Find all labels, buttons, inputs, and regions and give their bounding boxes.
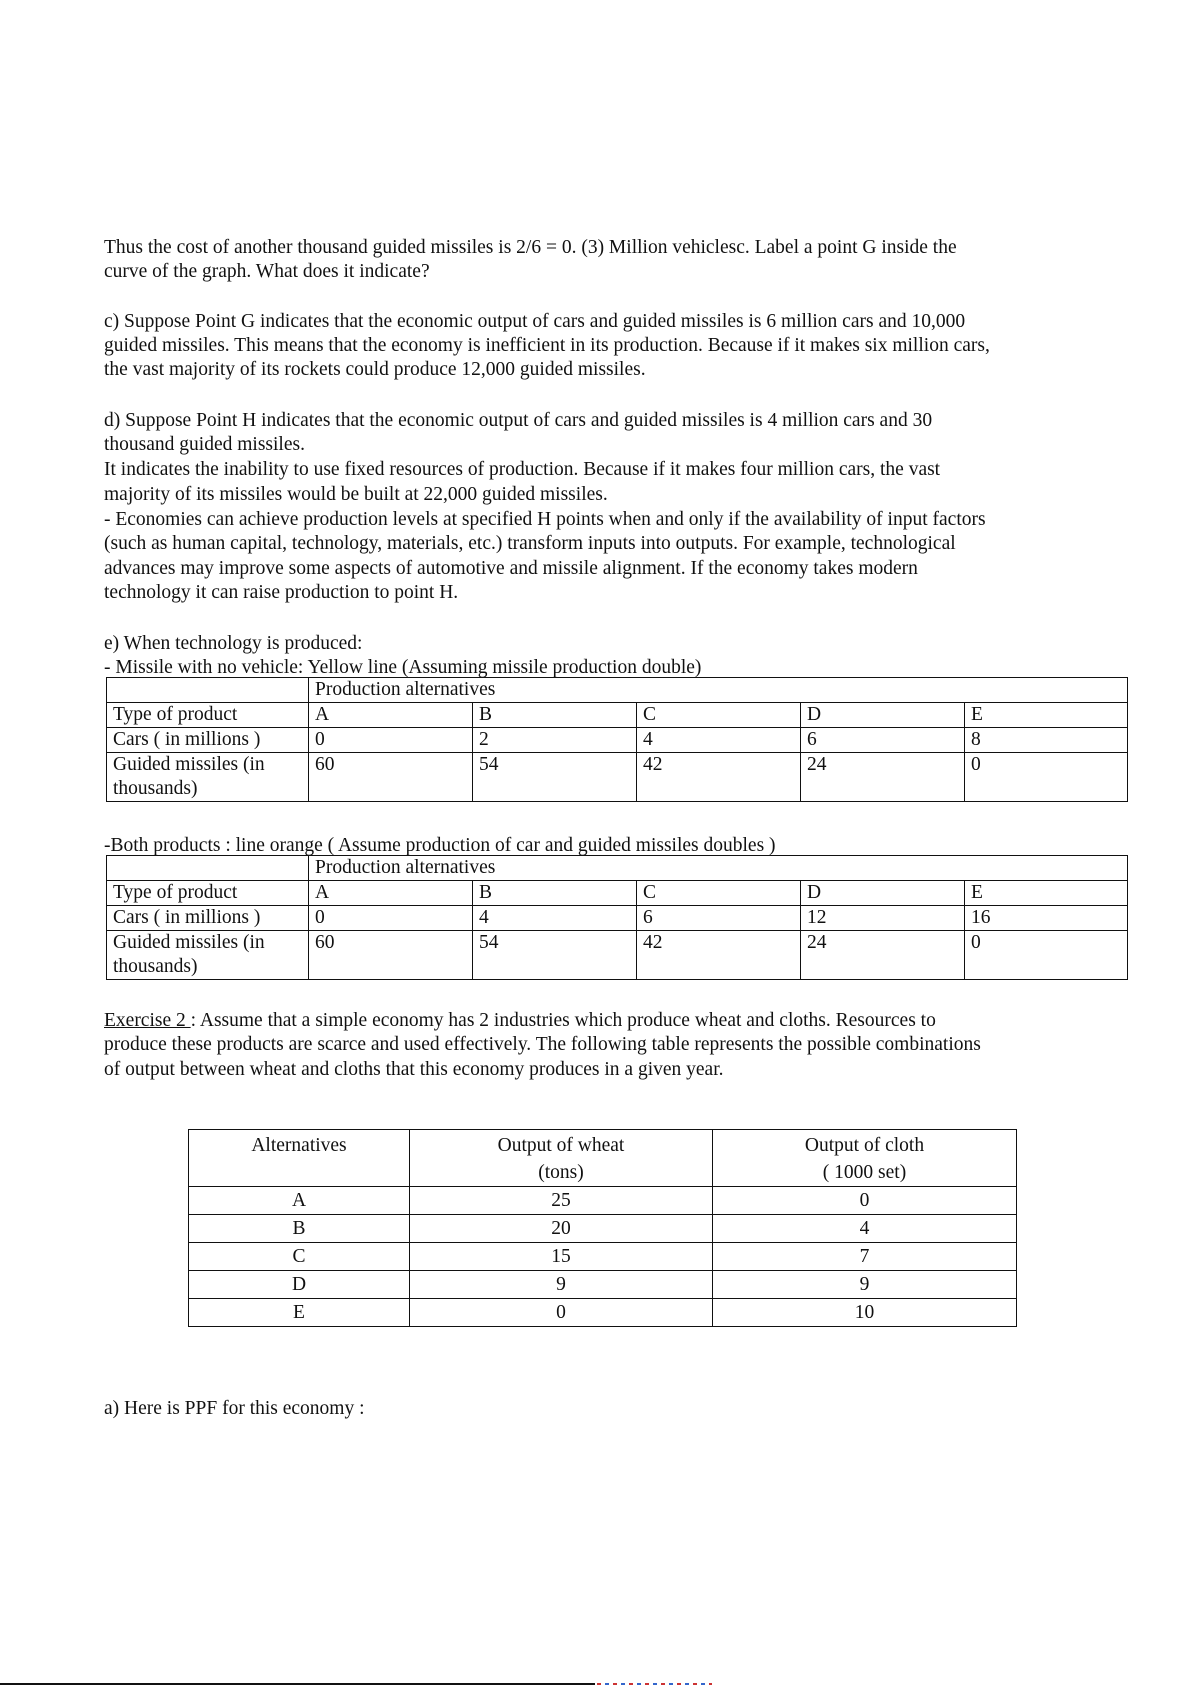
header-cloth: [713, 1130, 1017, 1187]
alt-cell: A: [309, 881, 473, 906]
value-cell: 4: [637, 728, 801, 753]
header-wheat-unit: (tons): [538, 1162, 584, 1183]
question-c-text: c) Suppose Point G indicates that the economic output of cars and guided missiles is 6 million cars and 10,000: [104, 311, 966, 332]
cloth-cell: 10: [713, 1299, 1017, 1327]
value-cell: 6: [801, 728, 965, 753]
question-c-text: guided missiles. This means that the economy is inefficient in its production. Because if it makes six million cars,: [104, 335, 990, 356]
value-cell: 24: [801, 931, 965, 980]
cloth-cell: 7: [713, 1243, 1017, 1271]
value-cell: 0: [965, 931, 1128, 980]
value-cell: 42: [637, 931, 801, 980]
exercise-2-text: : Assume that a simple economy has 2 industries which produce wheat and cloths. Resources to: [190, 1010, 936, 1031]
exercise-2-label: Exercise 2: [104, 1010, 191, 1031]
table-row: [189, 1271, 1017, 1299]
value-cell: 0: [965, 753, 1128, 802]
row-label: Guided missiles (in thousands): [107, 931, 309, 980]
value-cell: 54: [473, 753, 637, 802]
alt-cell: E: [189, 1299, 410, 1327]
wheat-cell: 9: [410, 1271, 713, 1299]
header-wheat-title: Output of wheat: [497, 1135, 625, 1156]
table-row: [189, 1187, 1017, 1215]
question-d-text: - Economies can achieve production levels at specified H points when and only if the availability of input factors: [104, 509, 986, 530]
value-cell: 8: [965, 728, 1128, 753]
cloth-cell: 9: [713, 1271, 1017, 1299]
wheat-cell: 0: [410, 1299, 713, 1327]
value-cell: 60: [309, 753, 473, 802]
table-row: [189, 1215, 1017, 1243]
value-cell: 24: [801, 753, 965, 802]
row-label: Cars ( in millions ): [107, 728, 309, 753]
empty-cell: [107, 856, 309, 881]
alt-cell: D: [801, 881, 965, 906]
value-cell: 54: [473, 931, 637, 980]
value-cell: 12: [801, 906, 965, 931]
row-label: Cars ( in millions ): [107, 906, 309, 931]
alt-cell: E: [965, 703, 1128, 728]
value-cell: 4: [473, 906, 637, 931]
alt-cell: B: [473, 703, 637, 728]
value-cell: 2: [473, 728, 637, 753]
table-header: Production alternatives: [309, 856, 1128, 881]
alt-cell: B: [189, 1215, 410, 1243]
wheat-cloth-table: [188, 1129, 1017, 1327]
value-cell: 60: [309, 931, 473, 980]
row-label: Guided missiles (in thousands): [107, 753, 309, 802]
alt-cell: B: [473, 881, 637, 906]
row-label: Type of product: [107, 881, 309, 906]
wheat-cell: 20: [410, 1215, 713, 1243]
cloth-cell: 4: [713, 1215, 1017, 1243]
table-header: Production alternatives: [309, 678, 1128, 703]
exercise-2-text: of output between wheat and cloths that this economy produces in a given year.: [104, 1059, 724, 1080]
value-cell: 16: [965, 906, 1128, 931]
both-products-text: -Both products : line orange ( Assume production of car and guided missiles doubles ): [104, 835, 776, 856]
alt-cell: C: [637, 881, 801, 906]
empty-cell: [107, 678, 309, 703]
table-row: [189, 1299, 1017, 1327]
text-line: curve of the graph. What does it indicate?: [104, 261, 430, 282]
alt-cell: C: [189, 1243, 410, 1271]
value-cell: 6: [637, 906, 801, 931]
question-c-text: the vast majority of its rockets could produce 12,000 guided missiles.: [104, 359, 646, 380]
header-wheat: [410, 1130, 713, 1187]
header-cloth-title: Output of cloth: [804, 1135, 925, 1156]
question-d-text: advances may improve some aspects of automotive and missile alignment. If the economy takes modern: [104, 558, 918, 579]
alt-cell: E: [965, 881, 1128, 906]
question-d-text: technology it can raise production to point H.: [104, 582, 459, 603]
production-table-missile-only: [106, 677, 1128, 802]
value-cell: 0: [309, 728, 473, 753]
question-a-text: a) Here is PPF for this economy :: [104, 1398, 365, 1419]
question-e-text: e) When technology is produced:: [104, 633, 363, 654]
wheat-cell: 25: [410, 1187, 713, 1215]
value-cell: 42: [637, 753, 801, 802]
production-table-both: [106, 855, 1128, 980]
question-d-text: thousand guided missiles.: [104, 434, 305, 455]
header-cloth-unit: ( 1000 set): [822, 1162, 907, 1183]
exercise-2-intro: [104, 1009, 936, 1033]
alt-cell: A: [309, 703, 473, 728]
wheat-cell: 15: [410, 1243, 713, 1271]
table-row: [189, 1243, 1017, 1271]
question-d-text: d) Suppose Point H indicates that the economic output of cars and guided missiles is 4 million cars and 30: [104, 410, 933, 431]
question-d-text: majority of its missiles would be built at 22,000 guided missiles.: [104, 484, 608, 505]
question-e-text: - Missile with no vehicle: Yellow line (Assuming missile production double): [104, 657, 702, 678]
row-label: Type of product: [107, 703, 309, 728]
alt-cell: D: [801, 703, 965, 728]
cloth-cell: 0: [713, 1187, 1017, 1215]
question-d-text: It indicates the inability to use fixed resources of production. Because if it makes four million cars, the vast: [104, 459, 941, 480]
alt-cell: D: [189, 1271, 410, 1299]
header-alternatives: Alternatives: [189, 1130, 410, 1187]
question-d-text: (such as human capital, technology, materials, etc.) transform inputs into outputs. For example, technological: [104, 533, 956, 554]
text-line: Thus the cost of another thousand guided missiles is 2/6 = 0. (3) Million vehiclesc. Label a point G inside the: [104, 237, 957, 258]
value-cell: 0: [309, 906, 473, 931]
exercise-2-text: produce these products are scarce and used effectively. The following table represents the possible combinations: [104, 1034, 981, 1055]
alt-cell: C: [637, 703, 801, 728]
alt-cell: A: [189, 1187, 410, 1215]
